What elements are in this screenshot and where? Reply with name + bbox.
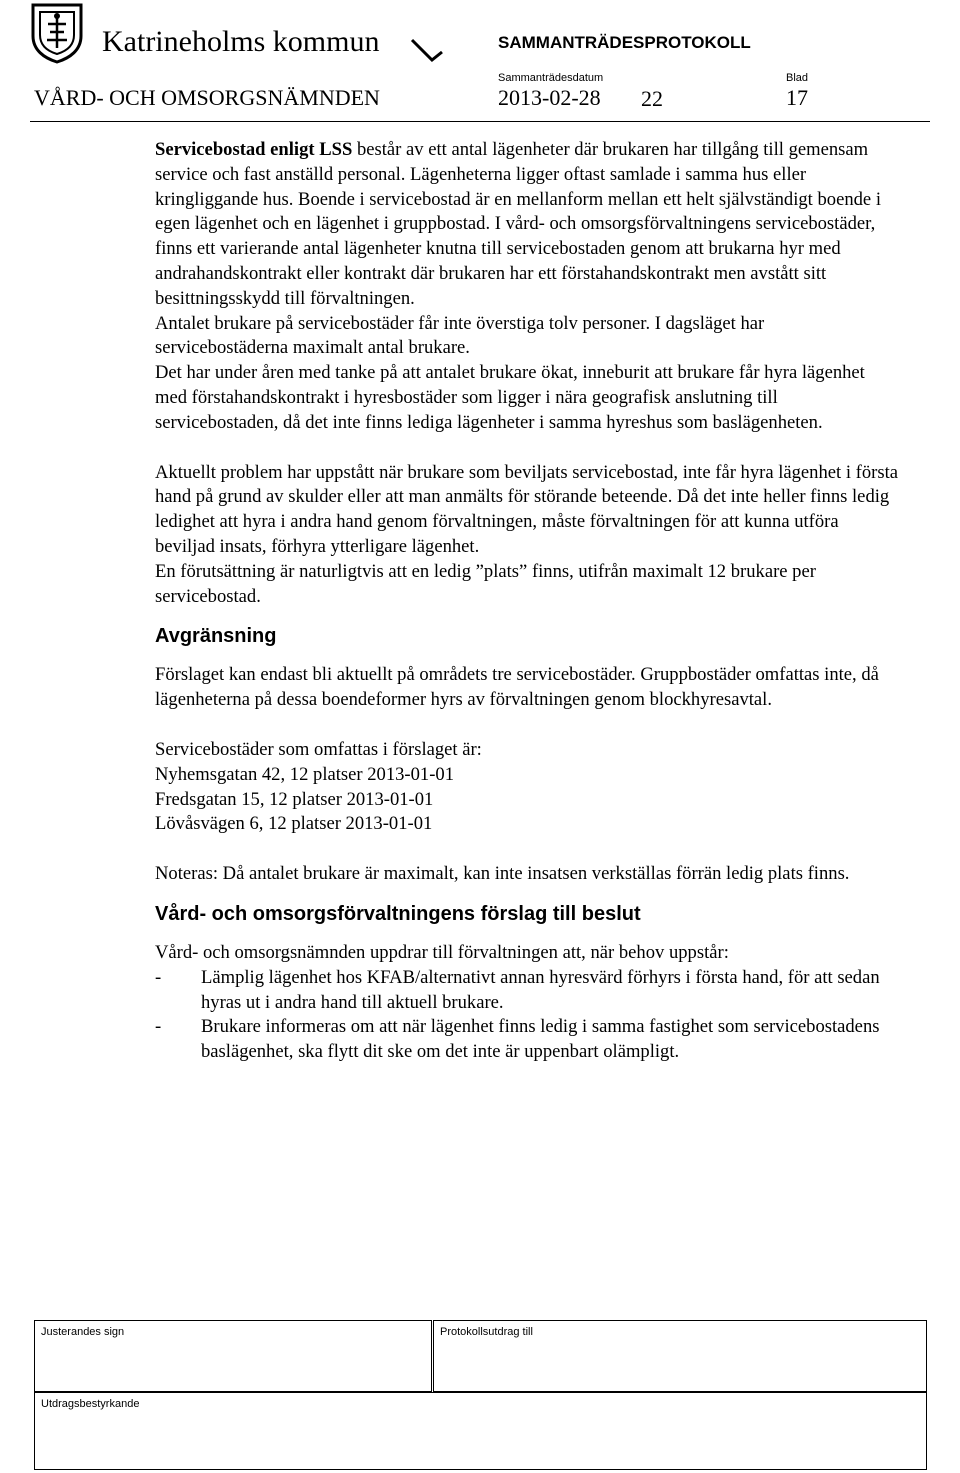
paragraph-prerequisite: En förutsättning är naturligtvis att en ledig ”plats” finns, utifrån maximalt 12 brukare per servicebostad. (155, 560, 816, 607)
intro-text: består av ett antal lägenheter där brukaren har tillgång till gemensam service och fast anställd personal. Lägenheterna ligger oftast samlade i samma hus eller kringliggande hus. Boende i servicebostad är en mellanform mellan ett helt självständigt boende i egen lägenhet och en lägenhet i gruppbostad. I vård- och omsorgsförvaltningens servicebostäder, finns ett varierande antal lägenheter knutna till servicebostaden genom att brukarna hyr med andrahandskontrakt eller kontrakt där brukaren har ett förstahandskontrakt men avstått sitt besittningsskydd till förvaltningen. (155, 139, 881, 309)
paragraph-number: 22 (641, 86, 663, 111)
page-number: 17 (786, 85, 808, 110)
page-label: Blad (786, 72, 809, 84)
dash-bullet: - (155, 1016, 162, 1038)
paragraph-problem: Aktuellt problem har uppstått när brukare som beviljats servicebostad, inte får hyra lägenhet i första hand på grund av skulder eller att man anmälts för störande beteende. Då det inte heller finns ledig ledighet att hyra i andra hand genom förvaltningen, måste förvaltningen för att kunna utföra beviljad insats, förhyra ytterligare lägenhet. (155, 461, 898, 557)
paragraph-history: Det har under åren med tanke på att antalet brukare ökat, inneburit att brukare får hyra lägenhet med förstahandskontrakt i hyresbostäder som ligger i nära geografisk anslutning till servicebostaden, då det inte finns lediga lägenheter i samma hyreshus som baslägenheten. (155, 362, 865, 433)
heading-proposal: Vård- och omsorgsförvaltningens förslag till beslut (155, 902, 641, 925)
logo-swoosh (410, 36, 444, 64)
list-line: Nyhemsgatan 42, 12 platser 2013-01-01 (155, 763, 454, 785)
heading-delimitation: Avgränsning (155, 625, 277, 648)
protokollsutdrag-box (433, 1320, 927, 1392)
date-label: Sammanträdesdatum (498, 72, 604, 84)
note-paragraph: Noteras: Då antalet brukare är maximalt, kan inte insatsen verkställas förrän ledig plats finns. (155, 863, 850, 885)
utdragsbestyrkande-label: Utdragsbestyrkande (41, 1398, 140, 1410)
list-line: Lövåsvägen 6, 12 platser 2013-01-01 (155, 813, 433, 835)
document-type: SAMMANTRÄDESPROTOKOLL (498, 33, 751, 52)
utdragsbestyrkande-box (34, 1392, 927, 1470)
protokollsutdrag-label: Protokollsutdrag till (440, 1326, 533, 1338)
proposal-item-text: Lämplig lägenhet hos KFAB/alternativt annan hyresvärd förhyrs i första hand, för att sedan hyras ut i andra hand till aktuell brukare. (201, 966, 880, 1013)
meeting-date: 2013-02-28 (498, 85, 601, 110)
paragraph-delimitation: Förslaget kan endast bli aktuellt på områdets tre servicebostäder. Gruppbostäder omfattas inte, då lägenheterna på dessa boendeformer hyrs av förvaltningen genom blockhyresavtal. (155, 664, 879, 711)
intro-lead: Servicebostad enligt LSS (155, 139, 353, 160)
paragraph-max-users: Antalet brukare på servicebostäder får inte överstiga tolv personer. I dagsläget har servicebostäderna maximalt antal brukare. (155, 312, 765, 359)
proposal-item (155, 966, 900, 1016)
intro-paragraph (155, 138, 900, 312)
list-line: Fredsgatan 15, 12 platser 2013-01-01 (155, 788, 434, 810)
proposal-intro: Vård- och omsorgsnämnden uppdrar till förvaltningen att, när behov uppstår: (155, 941, 729, 963)
justerandes-sign-box (34, 1320, 432, 1392)
coat-of-arms-logo (30, 2, 84, 64)
document-body (155, 138, 900, 1065)
list-intro: Servicebostäder som omfattas i förslaget är: (155, 738, 482, 760)
header-rule (30, 121, 930, 122)
proposal-item (155, 1015, 900, 1065)
proposal-item-text: Brukare informeras om att när lägenhet finns ledig i samma fastighet som servicebostadens baslägenhet, ska flytt dit ske om det inte är uppenbart olämpligt. (201, 1016, 880, 1063)
board-name: VÅRD- OCH OMSORGSNÄMNDEN (34, 85, 380, 110)
justerandes-sign-label: Justerandes sign (41, 1326, 125, 1338)
municipality-name: Katrineholms kommun (102, 25, 380, 58)
dash-bullet: - (155, 966, 162, 988)
